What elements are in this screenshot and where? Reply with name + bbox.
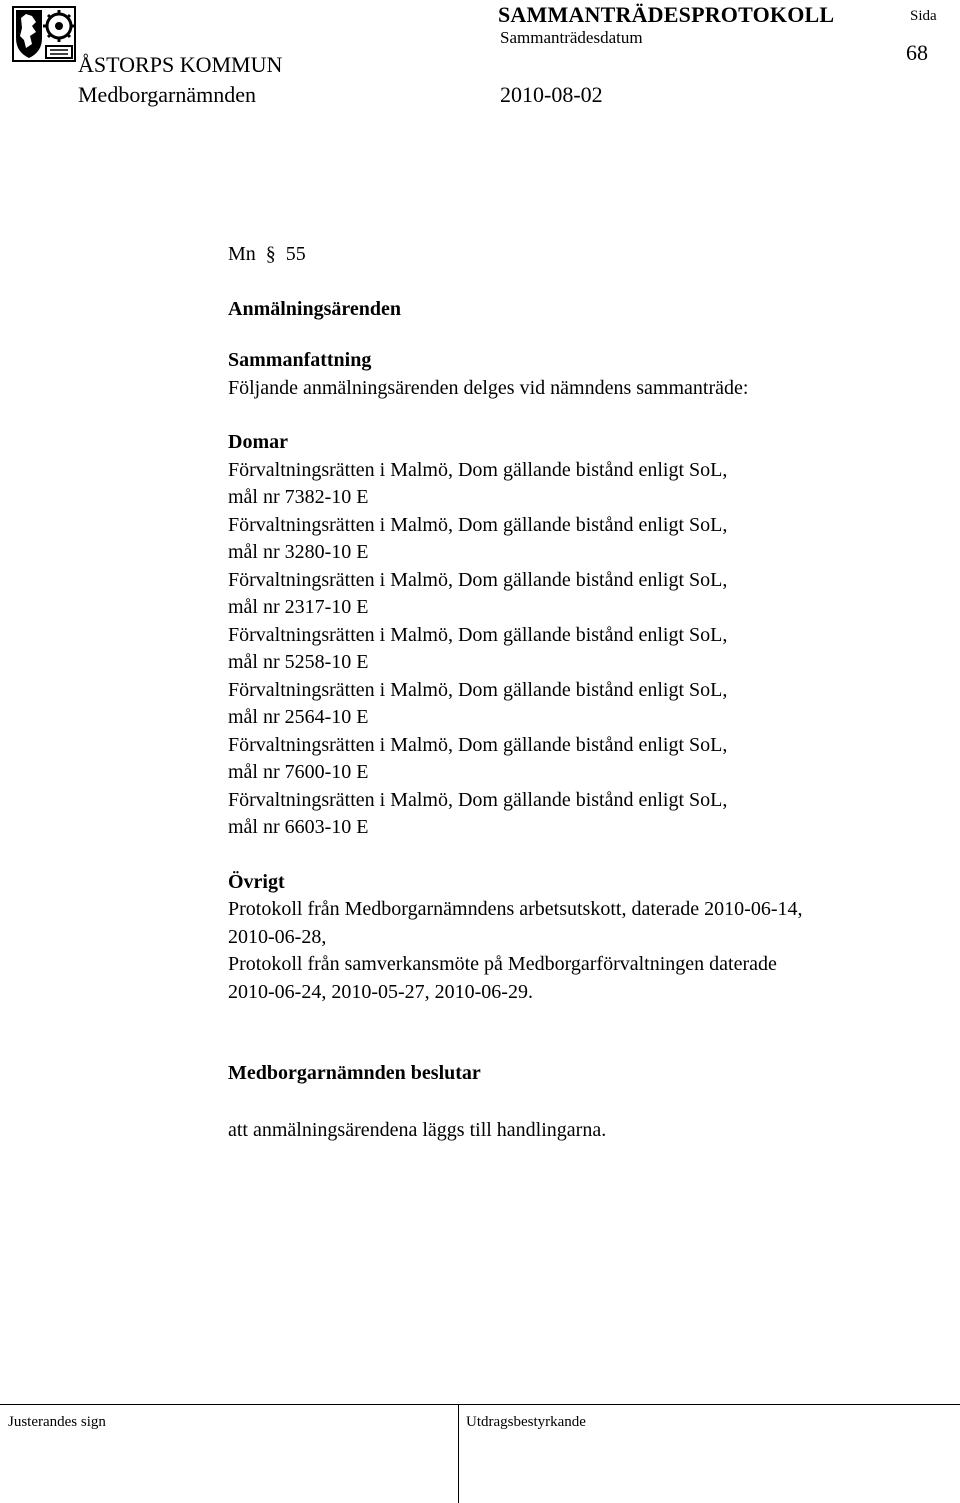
domar-item-case: mål nr 5258-10 E (228, 651, 369, 673)
domar-item-line: Förvaltningsrätten i Malmö, Dom gällande bistånd enligt SoL, (228, 788, 728, 811)
section-number: 55 (285, 243, 306, 265)
domar-item-case: mål nr 2317-10 E (228, 596, 369, 618)
footer-divider (458, 1404, 459, 1503)
domar-item-line: Förvaltningsrätten i Malmö, Dom gällande bistånd enligt SoL, (228, 623, 728, 646)
coat-of-arms-logo (12, 6, 76, 62)
footer-rule (0, 1404, 960, 1405)
domar-item-line: Förvaltningsrätten i Malmö, Dom gällande bistånd enligt SoL, (228, 458, 728, 481)
decision-text: att anmälningsärendena läggs till handlingarna. (228, 1118, 607, 1141)
domar-item-case: mål nr 7382-10 E (228, 486, 369, 508)
committee-name: Medborgarnämnden (78, 82, 256, 107)
summary-heading: Sammanfattning (228, 349, 372, 371)
domar-item-line: Förvaltningsrätten i Malmö, Dom gällande bistånd enligt SoL, (228, 513, 728, 536)
domar-item-case: mål nr 3280-10 E (228, 541, 369, 563)
document-title: SAMMANTRÄDESPROTOKOLL (498, 2, 835, 27)
decision-heading: Medborgarnämnden beslutar (228, 1062, 481, 1084)
section-heading: Anmälningsärenden (228, 297, 402, 320)
ovrigt-line: 2010-06-28, (228, 925, 327, 948)
protocol-body (228, 241, 928, 1144)
paragraph-number (228, 241, 928, 269)
domar-list (228, 457, 928, 842)
page-label: Sida (910, 8, 937, 24)
domar-item-case: mål nr 2564-10 E (228, 706, 369, 728)
certification-box-label: Utdragsbestyrkande (466, 1414, 586, 1430)
domar-item-case: mål nr 6603-10 E (228, 816, 369, 838)
ovrigt-line: Protokoll från Medborgarnämndens arbetsutskott, daterade 2010-06-14, (228, 898, 803, 920)
domar-item-case: mål nr 7600-10 E (228, 761, 369, 783)
page-number: 68 (906, 40, 928, 65)
summary-text: Följande anmälningsärenden delges vid nämndens sammanträde: (228, 376, 749, 399)
signature-box-label: Justerandes sign (8, 1414, 106, 1430)
paragraph-prefix: Mn (228, 243, 256, 265)
domar-item-line: Förvaltningsrätten i Malmö, Dom gällande bistånd enligt SoL, (228, 733, 728, 756)
meeting-date: 2010-08-02 (500, 82, 603, 107)
ovrigt-line: Protokoll från samverkansmöte på Medborgarförvaltningen daterade (228, 953, 777, 975)
section-symbol: § (265, 243, 276, 265)
ovrigt-heading: Övrigt (228, 870, 285, 893)
ovrigt-line: 2010-06-24, 2010-05-27, 2010-06-29. (228, 980, 533, 1003)
municipality-name: ÅSTORPS KOMMUN (78, 52, 283, 77)
domar-item-line: Förvaltningsrätten i Malmö, Dom gällande bistånd enligt SoL, (228, 568, 728, 591)
domar-heading: Domar (228, 431, 288, 453)
meeting-date-label: Sammanträdesdatum (500, 28, 643, 47)
domar-item-line: Förvaltningsrätten i Malmö, Dom gällande bistånd enligt SoL, (228, 678, 728, 701)
